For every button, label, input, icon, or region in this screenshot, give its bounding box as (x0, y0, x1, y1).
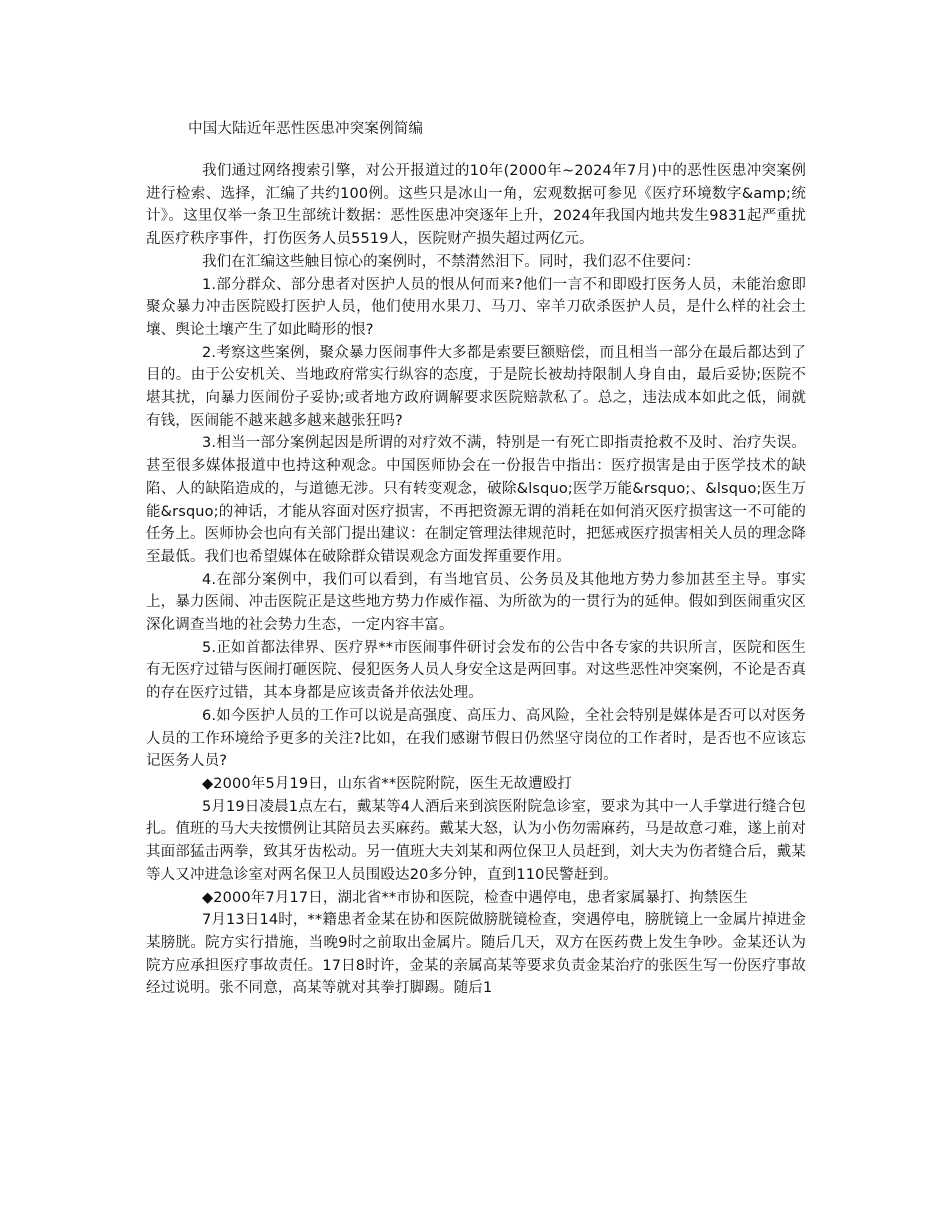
document-page (146, 118, 806, 1000)
document-title: 中国大陆近年恶性医患冲突案例简编 (188, 121, 424, 137)
question-2-paragraph: 2.考察这些案例，聚众暴力医闹事件大多都是索要巨额赔偿，而且相当一部分在最后都达到了目的。由于公安机关、当地政府常实行纵容的态度，于是院长被劫持限制人身自由，最后妥协;医院不堪其扰，向暴力医闹份子妥协;或者地方政府调解要求医院赔款私了。总之，违法成本如此之低，闹就有钱，医闹能不越来越多越来越张狂吗? (146, 344, 806, 429)
question-3-paragraph: 3.相当一部分案例起因是所谓的对疗效不满，特别是一有死亡即指责抢救不及时、治疗失误。甚至很多媒体报道中也持这种观念。中国医师协会在一份报告中指出：医疗损害是由于医学技术的缺陷、人的缺陷造成的，与道德无涉。只有转变观念，破除&lsquo;医学万能&rsquo;、&lsquo;医生万能&rsquo;的神话，才能从容面对医疗损害，不再把资源无谓的消耗在如何消灭医疗损害这一不可能的任务上。医师协会也向有关部门提出建议：在制定管理法律规范时，把惩戒医疗损害相关人员的理念降至最低。我们也希望媒体在破除群众错误观念方面发挥重要作用。 (146, 435, 806, 565)
question-4-paragraph: 4.在部分案例中，我们可以看到，有当地官员、公务员及其他地方势力参加甚至主导。事实上，暴力医闹、冲击医院正是这些地方势力作威作福、为所欲为的一贯行为的延伸。假如到医闹重灾区深化调查当地的社会势力生态，一定内容丰富。 (146, 571, 806, 634)
case-1-body: 5月19日凌晨1点左右，戴某等4人酒后来到滨医附院急诊室，要求为其中一人手掌进行缝合包扎。值班的马大夫按惯例让其陪员去买麻药。戴某大怒，认为小伤勿需麻药，马是故意刁难，遂上前对其面部猛击两拳，致其牙齿松动。另一值班大夫刘某和两位保卫人员赶到，刘大夫为伤者缝合后，戴某等人又冲进急诊室对两名保卫人员围殴达20多分钟，直到110民警赶到。 (146, 798, 806, 883)
case-2-heading: ◆2000年7月17日，湖北省**市协和医院，检查中遇停电，患者家属暴打、拘禁医生 (202, 889, 748, 906)
question-6-paragraph: 6.如今医护人员的工作可以说是高强度、高压力、高风险，全社会特别是媒体是否可以对医务人员的工作环境给予更多的关注?比如，在我们感谢节假日仍然坚守岗位的工作者时，是否也不应该忘记医务人员? (146, 707, 806, 770)
question-1-paragraph: 1.部分群众、部分患者对医护人员的恨从何而来?他们一言不和即殴打医务人员，未能治愈即聚众暴力冲击医院殴打医护人员，他们使用水果刀、马刀、宰羊刀砍杀医护人员，是什么样的社会土壤、舆论土壤产生了如此畸形的恨? (146, 276, 806, 338)
question-lead-paragraph: 我们在汇编这些触目惊心的案例时，不禁潸然泪下。同时，我们忍不住要问： (202, 253, 701, 270)
question-5-paragraph: 5.正如首都法律界、医疗界**市医闹事件研讨会发布的公告中各专家的共识所言，医院和医生有无医疗过错与医闹打砸医院、侵犯医务人员人身安全这是两回事。对这些恶性冲突案例，不论是否真的存在医疗过错，其本身都是应该责备并依法处理。 (146, 639, 806, 702)
case-2-body: 7月13日14时，**籍患者金某在协和医院做膀胱镜检查，突遇停电，膀胱镜上一金属片掉进金某膀胱。院方实行措施，当晚9时之前取出金属片。随后几天，双方在医药费上发生争吵。金某还认为院方应承担医疗事故责任。17日8时许，金某的亲属高某等要求负责金某治疗的张医生写一份医疗事故经过说明。张不同意，高某等就对其拳打脚踢。随后1 (146, 912, 806, 997)
case-1-heading: ◆2000年5月19日，山东省**医院附院，医生无故遭殴打 (202, 775, 573, 792)
intro-paragraph: 我们通过网络搜索引擎，对公开报道过的10年(2000年~2024年7月)中的恶性医患冲突案例进行检索、选择，汇编了共约100例。这些只是冰山一角，宏观数据可参见《医疗环境数字&amp;统计》。这里仅举一条卫生部统计数据：恶性医患冲突逐年上升，2024年我国内地共发生9831起严重扰乱医疗秩序事件，打伤医务人员5519人，医院财产损失超过两亿元。 (146, 163, 806, 248)
